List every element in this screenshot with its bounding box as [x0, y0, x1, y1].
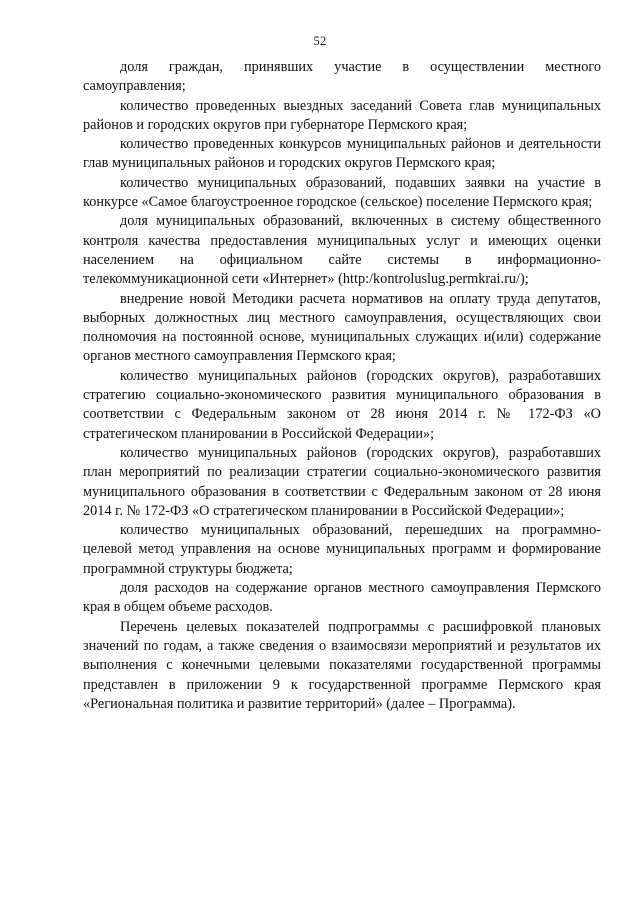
paragraph-expense-share: доля расходов на содержание органов местного самоуправления Пермского края в общем объеме расходов.	[83, 580, 601, 616]
page-number: 52	[313, 34, 327, 48]
document-body	[83, 58, 601, 714]
paragraph-council-meetings: количество проведенных выездных заседаний Совета глав муниципальных районов и городских округов при губернаторе Пермского края;	[83, 97, 601, 133]
paragraph-program-targeted-method: количество муниципальных образований, перешедших на программно-целевой метод управления на основе муниципальных программ и формирование программной структуры бюджета;	[83, 522, 601, 577]
paragraph-contests-held: количество проведенных конкурсов муниципальных районов и деятельности глав муниципальных районов и городских округов Пермского края;	[83, 136, 601, 172]
paragraph-target-indicators-list: Перечень целевых показателей подпрограммы с расшифровкой плановых значений по годам, а также сведения о взаимосвязи мероприятий и результатов их выполнения с конечными целевыми показателями государственной программы представлен в приложении 9 к государственной программе Пермского края «Региональная политика и развитие территорий» (далее – Программа).	[83, 618, 601, 712]
paragraph-contest-applications: количество муниципальных образований, подавших заявки на участие в конкурсе «Самое благоустроенное городское (сельское) поселение Пермского края;	[83, 174, 601, 211]
paragraph-strategy-action-plan: количество муниципальных районов (городских округов), разработавших план мероприятий по реализации стратегии социально-экономического развития муниципального образования в соответствии с Федеральным законом от 28 июня 2014 г. № 172-ФЗ «О стратегическом планировании в Российской Федерации»;	[83, 444, 601, 519]
paragraph-citizen-participation: доля граждан, принявших участие в осуществлении местного самоуправления;	[83, 59, 601, 95]
paragraph-public-control: доля муниципальных образований, включенных в систему общественного контроля качества предоставления муниципальных услуг и имеющих оценки населением на официальном сайте системы в информационно-телекоммуникационной сети «Интернет» (http:/kontroluslug.permkrai.ru/);	[83, 213, 601, 288]
paragraph-development-strategy: количество муниципальных районов (городских округов), разработавших стратегию социально-экономического развития муниципального образования в соответствии с Федеральным законом от 28 июня 2014 г. № 172-ФЗ «О стратегическом планировании в Российской Федерации»;	[83, 367, 601, 442]
paragraph-salary-methodology: внедрение новой Методики расчета нормативов на оплату труда депутатов, выборных должностных лиц местного самоуправления, осуществляющих свои полномочия на постоянной основе, муниципальных служащих и(или) содержание органов местного самоуправления Пермского края;	[83, 290, 601, 365]
